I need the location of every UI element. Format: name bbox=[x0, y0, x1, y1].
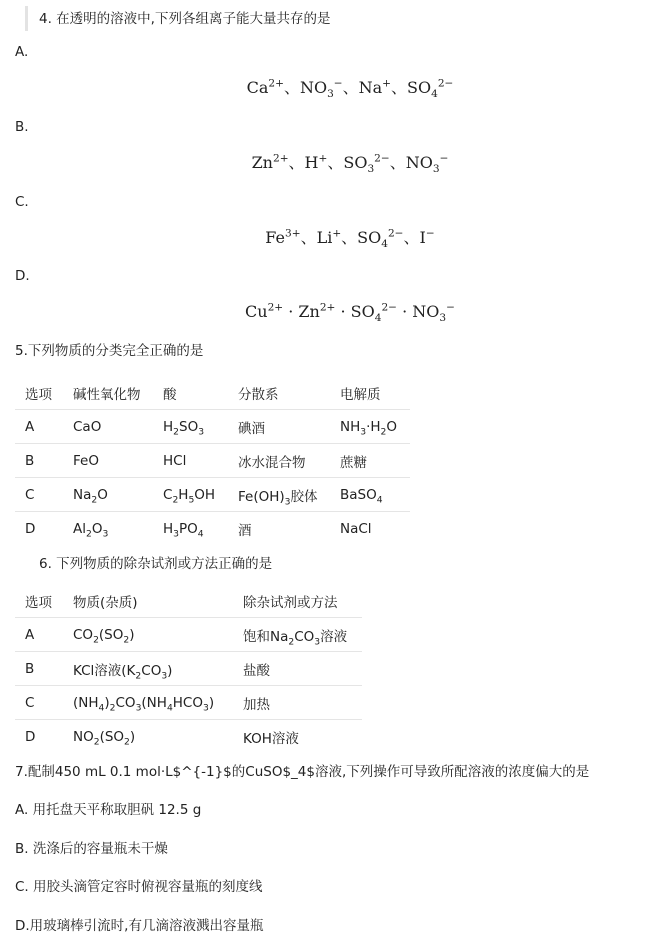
table-row bbox=[15, 652, 362, 686]
table-row bbox=[15, 686, 362, 720]
table-cell: $Na_2O$ bbox=[63, 478, 153, 512]
table-cell: $(NH_4)_2CO_3(NH_4HCO_3)$ bbox=[63, 686, 233, 720]
table-cell: $Al_2O_3$ bbox=[63, 512, 153, 546]
table-cell: $H_3PO_4$ bbox=[153, 512, 228, 546]
q4-option-c-formula: $Fe^{3+}$、Li+、$SO_4^{2-}$、I− bbox=[265, 227, 435, 251]
table-cell: 饱和$Na_2CO_3$溶液 bbox=[233, 618, 362, 652]
table-cell: 冰水混合物 bbox=[228, 444, 330, 478]
table-cell: 酒 bbox=[228, 512, 330, 546]
table-header-cell: 电解质 bbox=[340, 386, 381, 403]
table-cell: HCl bbox=[153, 444, 228, 478]
table-cell: $Fe(OH)_3$胶体 bbox=[228, 478, 330, 512]
q4-option-c-label: C. bbox=[15, 194, 29, 210]
table-cell: A bbox=[15, 618, 63, 652]
table-cell: NaCl bbox=[330, 512, 410, 546]
table-row bbox=[15, 618, 362, 652]
table-cell: KCl溶液$(K_2CO_3)$ bbox=[63, 652, 233, 686]
table-header-row bbox=[15, 584, 362, 618]
table-row bbox=[15, 444, 410, 478]
table-header-cell: 除杂试剂或方法 bbox=[243, 594, 338, 611]
table-cell: BaSO$_4$ bbox=[330, 478, 410, 512]
q5-table bbox=[15, 376, 410, 545]
table-header-cell: 选项 bbox=[25, 386, 52, 403]
table-cell: B bbox=[15, 652, 63, 686]
table-header-cell: 碱性氧化物 bbox=[73, 386, 141, 403]
table-cell: A bbox=[15, 410, 63, 444]
quote-bar bbox=[25, 6, 28, 31]
table-cell: C bbox=[15, 686, 63, 720]
table-header-row bbox=[15, 376, 410, 410]
table-cell: B bbox=[15, 444, 63, 478]
table-cell: D bbox=[15, 720, 63, 754]
table-cell: $NO_2(SO_2)$ bbox=[63, 720, 233, 754]
q4-option-b-formula: $Zn^{2+}$、H+、$SO_3^{2-}$、$NO_3^-$ bbox=[251, 152, 449, 176]
table-row bbox=[15, 512, 410, 546]
table-cell: $H_2SO_3$ bbox=[153, 410, 228, 444]
table-cell: 蔗糖 bbox=[330, 444, 410, 478]
table-cell: 加热 bbox=[233, 686, 362, 720]
q7-option-b: B. 洗涤后的容量瓶未干燥 bbox=[15, 841, 168, 857]
q7-option-d: D.用玻璃棒引流时,有几滴溶液溅出容量瓶 bbox=[15, 918, 264, 934]
q4-option-a-formula: $Ca^{2+}$、$NO_3^-$、Na+、$SO_4^{2-}$ bbox=[246, 77, 454, 101]
table-cell: 盐酸 bbox=[233, 652, 362, 686]
q4-option-b-label: B. bbox=[15, 119, 29, 135]
question-6-stem: 6. 下列物质的除杂试剂或方法正确的是 bbox=[39, 556, 273, 572]
q7-option-a: A. 用托盘天平称取胆矾 12.5 g bbox=[15, 802, 202, 818]
table-cell: 碘酒 bbox=[228, 410, 330, 444]
table-cell: KOH溶液 bbox=[233, 720, 362, 754]
table-header-cell: 酸 bbox=[163, 386, 177, 403]
table-row bbox=[15, 478, 410, 512]
table-cell: CaO bbox=[63, 410, 153, 444]
question-5-stem: 5.下列物质的分类完全正确的是 bbox=[15, 343, 204, 359]
q6-table bbox=[15, 584, 362, 753]
table-cell: $C_2H_5OH$ bbox=[153, 478, 228, 512]
table-row bbox=[15, 410, 410, 444]
table-cell: $CO_2(SO_2)$ bbox=[63, 618, 233, 652]
q4-option-a-label: A. bbox=[15, 44, 29, 60]
table-row bbox=[15, 720, 362, 754]
question-4-stem: 4. 在透明的溶液中,下列各组离子能大量共存的是 bbox=[39, 11, 331, 27]
q7-option-c: C. 用胶头滴管定容时俯视容量瓶的刻度线 bbox=[15, 879, 263, 895]
table-header-cell: 物质(杂质) bbox=[73, 594, 138, 611]
table-header-cell: 选项 bbox=[25, 594, 52, 611]
table-cell: C bbox=[15, 478, 63, 512]
table-cell: D bbox=[15, 512, 63, 546]
table-cell: $NH_3\cdot H_2O$ bbox=[330, 410, 410, 444]
table-header-cell: 分散系 bbox=[238, 386, 279, 403]
q4-option-d-formula: $Cu^{2+} \cdot Zn^{2+} \cdot SO_4^{2-} \cdot NO_3^-$ bbox=[245, 301, 455, 325]
table-cell: FeO bbox=[63, 444, 153, 478]
question-7-stem: 7.配制450 mL 0.1 mol·L$^{-1}$的CuSO$_4$溶液,下列操作可导致所配溶液的浓度偏大的是 bbox=[15, 764, 590, 780]
q4-option-d-label: D. bbox=[15, 268, 30, 284]
